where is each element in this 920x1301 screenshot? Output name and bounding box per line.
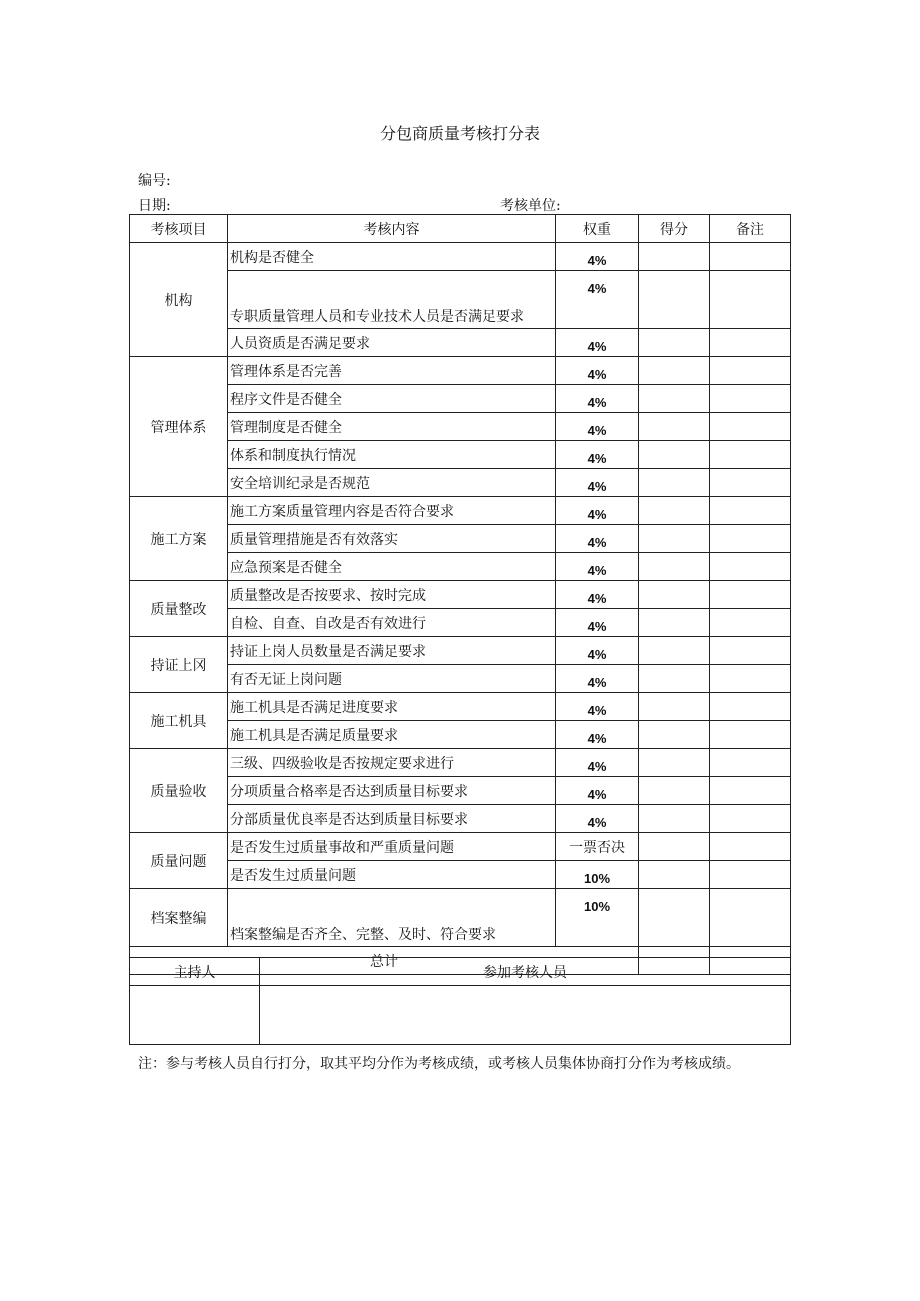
score-cell[interactable] [639, 609, 710, 637]
remarks-cell[interactable] [710, 525, 791, 553]
participants-signature-field[interactable] [260, 986, 791, 1045]
score-cell[interactable] [639, 553, 710, 581]
content-cell: 分部质量优良率是否达到质量目标要求 [228, 805, 556, 833]
table-row [130, 749, 791, 777]
table-row [130, 777, 791, 805]
header-remarks: 备注 [710, 215, 791, 243]
table-row [130, 497, 791, 525]
header-row [130, 215, 791, 243]
content-cell: 质量整改是否按要求、按时完成 [228, 581, 556, 609]
remarks-cell[interactable] [710, 469, 791, 497]
weight-cell: 4% [556, 805, 639, 833]
content-cell: 程序文件是否健全 [228, 385, 556, 413]
header-content: 考核内容 [228, 215, 556, 243]
weight-cell: 4% [556, 693, 639, 721]
content-cell: 有否无证上岗问题 [228, 665, 556, 693]
weight-cell: 4% [556, 357, 639, 385]
remarks-cell[interactable] [710, 553, 791, 581]
table-row [130, 413, 791, 441]
header-score: 得分 [639, 215, 710, 243]
score-cell[interactable] [639, 581, 710, 609]
remarks-cell[interactable] [710, 581, 791, 609]
weight-cell: 4% [556, 469, 639, 497]
score-cell[interactable] [639, 329, 710, 357]
content-cell: 施工方案质量管理内容是否符合要求 [228, 497, 556, 525]
weight-cell: 4% [556, 777, 639, 805]
table-row [130, 889, 791, 947]
remarks-cell[interactable] [710, 637, 791, 665]
weight-cell: 4% [556, 637, 639, 665]
category-cell: 质量整改 [130, 581, 228, 637]
table-row [130, 693, 791, 721]
score-cell[interactable] [639, 833, 710, 861]
content-cell: 体系和制度执行情况 [228, 441, 556, 469]
table-row [130, 833, 791, 861]
content-cell: 应急预案是否健全 [228, 553, 556, 581]
footnote: 注：参与考核人员自行打分，取其平均分作为考核成绩，或考核人员集体协商打分作为考核成绩。 [138, 1056, 740, 1072]
table-row [130, 525, 791, 553]
content-cell: 管理体系是否完善 [228, 357, 556, 385]
weight-cell: 4% [556, 497, 639, 525]
score-cell[interactable] [639, 637, 710, 665]
category-cell: 机构 [130, 243, 228, 357]
table-row [130, 441, 791, 469]
remarks-cell[interactable] [710, 721, 791, 749]
table-row [130, 469, 791, 497]
remarks-cell[interactable] [710, 665, 791, 693]
category-cell: 质量问题 [130, 833, 228, 889]
weight-cell: 10% [556, 889, 639, 947]
table-row [130, 665, 791, 693]
content-cell: 安全培训纪录是否规范 [228, 469, 556, 497]
table-row [130, 861, 791, 889]
weight-cell: 4% [556, 243, 639, 271]
table-row [130, 243, 791, 271]
weight-cell: 4% [556, 413, 639, 441]
table-row [130, 553, 791, 581]
unit-label: 考核单位: [500, 198, 561, 214]
remarks-cell[interactable] [710, 413, 791, 441]
remarks-cell[interactable] [710, 441, 791, 469]
content-cell: 人员资质是否满足要求 [228, 329, 556, 357]
weight-cell: 一票否决 [556, 833, 639, 861]
score-cell[interactable] [639, 497, 710, 525]
score-table [129, 214, 791, 975]
score-cell[interactable] [639, 665, 710, 693]
score-cell[interactable] [639, 413, 710, 441]
content-cell: 专职质量管理人员和专业技术人员是否满足要求 [228, 271, 556, 329]
participants-label: 参加考核人员 [260, 958, 791, 986]
total-label: 总计 [130, 947, 639, 975]
remarks-cell[interactable] [710, 749, 791, 777]
score-cell[interactable] [639, 861, 710, 889]
score-cell[interactable] [639, 721, 710, 749]
content-cell: 分项质量合格率是否达到质量目标要求 [228, 777, 556, 805]
remarks-cell[interactable] [710, 357, 791, 385]
header-weight: 权重 [556, 215, 639, 243]
weight-cell: 10% [556, 861, 639, 889]
remarks-cell[interactable] [710, 693, 791, 721]
score-cell[interactable] [639, 889, 710, 947]
remarks-cell[interactable] [710, 609, 791, 637]
remarks-cell[interactable] [710, 861, 791, 889]
weight-cell: 4% [556, 385, 639, 413]
content-cell: 是否发生过质量事故和严重质量问题 [228, 833, 556, 861]
table-row [130, 329, 791, 357]
content-cell: 施工机具是否满足质量要求 [228, 721, 556, 749]
content-cell: 持证上岗人员数量是否满足要求 [228, 637, 556, 665]
score-cell[interactable] [639, 385, 710, 413]
remarks-cell[interactable] [710, 777, 791, 805]
category-cell: 档案整编 [130, 889, 228, 947]
content-cell: 机构是否健全 [228, 243, 556, 271]
page-title: 分包商质量考核打分表 [379, 124, 540, 143]
number-label: 编号: [138, 173, 171, 189]
table-row [130, 805, 791, 833]
weight-cell: 4% [556, 665, 639, 693]
score-cell[interactable] [639, 271, 710, 329]
score-cell[interactable] [639, 525, 710, 553]
table-row [130, 609, 791, 637]
remarks-cell[interactable] [710, 497, 791, 525]
remarks-cell[interactable] [710, 805, 791, 833]
weight-cell: 4% [556, 553, 639, 581]
host-signature-field[interactable] [130, 986, 260, 1045]
score-cell[interactable] [639, 469, 710, 497]
category-cell: 施工机具 [130, 693, 228, 749]
content-cell: 施工机具是否满足进度要求 [228, 693, 556, 721]
remarks-cell[interactable] [710, 833, 791, 861]
signature-table [129, 957, 791, 1045]
score-cell[interactable] [639, 777, 710, 805]
weight-cell: 4% [556, 609, 639, 637]
score-cell[interactable] [639, 693, 710, 721]
weight-cell: 4% [556, 581, 639, 609]
content-cell: 质量管理措施是否有效落实 [228, 525, 556, 553]
content-cell: 三级、四级验收是否按规定要求进行 [228, 749, 556, 777]
table-row [130, 357, 791, 385]
score-cell[interactable] [639, 749, 710, 777]
remarks-cell[interactable] [710, 889, 791, 947]
category-cell: 施工方案 [130, 497, 228, 581]
weight-cell: 4% [556, 329, 639, 357]
score-cell[interactable] [639, 805, 710, 833]
table-row [130, 637, 791, 665]
content-cell: 自检、自查、自改是否有效进行 [228, 609, 556, 637]
weight-cell: 4% [556, 441, 639, 469]
weight-cell: 4% [556, 525, 639, 553]
remarks-cell[interactable] [710, 329, 791, 357]
content-cell: 管理制度是否健全 [228, 413, 556, 441]
content-cell: 是否发生过质量问题 [228, 861, 556, 889]
weight-cell: 4% [556, 749, 639, 777]
remarks-cell[interactable] [710, 243, 791, 271]
category-cell: 管理体系 [130, 357, 228, 497]
remarks-cell[interactable] [710, 385, 791, 413]
table-row [130, 271, 791, 329]
category-cell: 持证上冈 [130, 637, 228, 693]
remarks-cell[interactable] [710, 271, 791, 329]
host-label: 主持人 [130, 958, 260, 986]
score-cell[interactable] [639, 243, 710, 271]
category-cell: 质量验收 [130, 749, 228, 833]
header-category: 考核项目 [130, 215, 228, 243]
table-row [130, 721, 791, 749]
score-cell[interactable] [639, 441, 710, 469]
content-cell: 档案整编是否齐全、完整、及时、符合要求 [228, 889, 556, 947]
weight-cell: 4% [556, 271, 639, 329]
date-label: 日期: [138, 198, 171, 214]
table-row [130, 581, 791, 609]
table-row [130, 385, 791, 413]
score-cell[interactable] [639, 357, 710, 385]
weight-cell: 4% [556, 721, 639, 749]
